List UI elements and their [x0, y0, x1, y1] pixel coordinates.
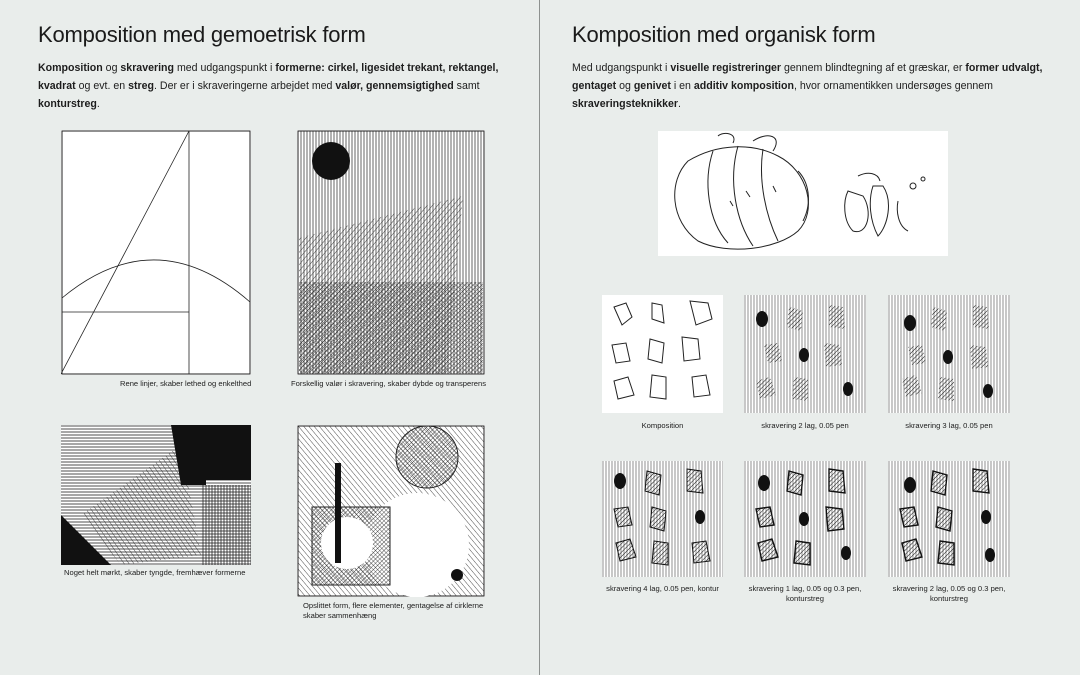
page-spine — [539, 0, 540, 675]
figure-opslittet-form — [297, 425, 485, 597]
caption-fig-1: Rene linjer, skaber lethed og enkelthed — [120, 379, 252, 388]
figure-skravering-1-lag-konturstreg — [744, 461, 866, 577]
right-page-title: Komposition med organisk form — [572, 22, 876, 47]
figure-noget-helt-morkt — [61, 425, 251, 565]
caption-skravering-4-lag: skravering 4 lag, 0.05 pen, kontur — [606, 584, 719, 593]
figure-komposition — [602, 295, 723, 413]
figure-skravering-2-lag — [744, 295, 866, 413]
caption-fig-2: Forskellig valør i skravering, skaber dybde og transperens — [291, 379, 486, 388]
caption-komposition: Komposition — [641, 421, 684, 430]
caption-fig-4: Opslittet form, flere elementer, gentagelse af cirklerne skaber sammenhæng — [303, 601, 484, 620]
left-intro-text: Komposition og skravering med udgangspunkt i formerne: cirkel, ligesidet trekant, rektangel, kvadrat og evt. en streg. Der er i skraveringerne arbejdet med valør, gennemsigtighed samt konturstreg. — [38, 62, 499, 110]
figure-skravering-4-lag — [602, 461, 723, 577]
left-page — [0, 0, 539, 675]
figure-skravering-2-lag-konturstreg — [888, 461, 1010, 577]
figure-forskellig-valor — [297, 130, 485, 375]
right-intro-text: Med udgangspunkt i visuelle registreringer gennem blindtegning af et græskar, er former udvalgt, gentaget og genivet i en additiv komposition, hvor ornamentikken undersøges gennem skraveringsteknikker. — [572, 62, 1043, 110]
caption-fig-3: Noget helt mørkt, skaber tyngde, fremhæver formerne — [64, 568, 246, 577]
caption-skravering-1-lag: skravering 1 lag, 0.05 og 0.3 pen, konturstreg — [748, 584, 862, 603]
caption-skravering-2-lag-b: skravering 2 lag, 0.05 og 0.3 pen, konturstreg — [892, 584, 1006, 603]
figure-rene-linjer — [61, 130, 251, 375]
caption-skravering-3-lag: skravering 3 lag, 0.05 pen — [905, 421, 993, 430]
figure-skravering-3-lag — [888, 295, 1010, 413]
figure-blindtegning-graeskar — [658, 131, 948, 256]
left-page-title: Komposition med gemoetrisk form — [38, 22, 366, 47]
right-page — [541, 0, 1080, 675]
caption-skravering-2-lag: skravering 2 lag, 0.05 pen — [761, 421, 849, 430]
